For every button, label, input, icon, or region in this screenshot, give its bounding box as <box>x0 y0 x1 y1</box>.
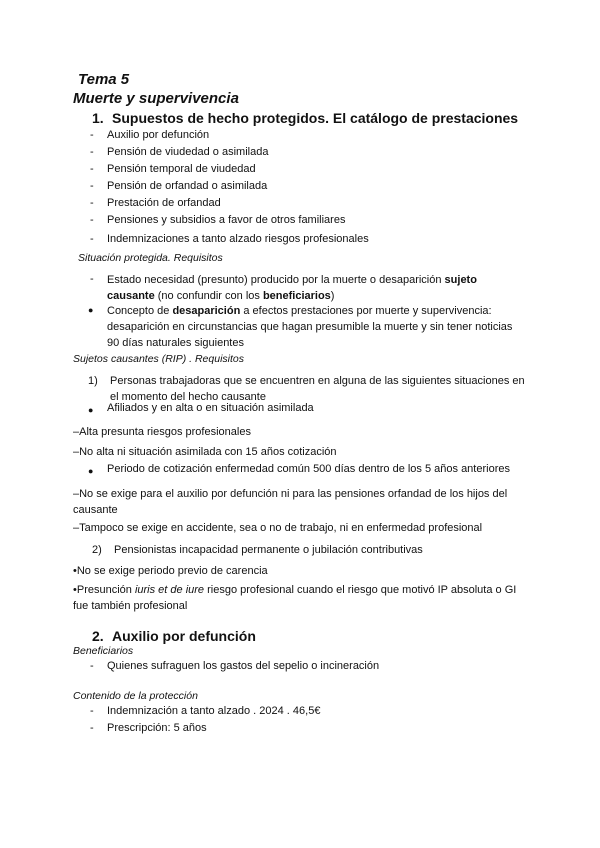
section1-number: 1. <box>92 110 104 126</box>
list-item: Pensión temporal de viudedad <box>107 163 256 175</box>
alta-presunta: –Alta presunta riesgos profesionales <box>73 426 251 438</box>
list-item: Prescripción: 5 años <box>107 722 207 734</box>
list-item: Auxilio por defunción <box>107 129 210 141</box>
no-se-exige: –No se exige para el auxilio por defunción ni para las pensiones orfandad de los hijos del causante <box>73 488 508 516</box>
tema-title: Tema 5 <box>78 71 130 88</box>
contenido-heading: Contenido de la protección <box>73 690 198 702</box>
no-alta: –No alta ni situación asimilada con 15 años cotización <box>73 446 337 458</box>
desaparicion-item: Concepto de desaparición a efectos prestaciones por muerte y supervivencia: desaparición en circunstancias que hagan presumible la muerte y sin tener noticias 90 días naturales siguientes <box>107 305 513 349</box>
presuncion-line: •Presunción iuris et de iure riesgo profesional cuando el riesgo que motivó IP absoluta o GI fue también profesional <box>73 584 517 612</box>
personas-trabajadoras: Personas trabajadoras que se encuentren en alguna de las siguientes situaciones en el momento del hecho causante <box>110 375 525 403</box>
list-item: Pensión de orfandad o asimilada <box>107 180 268 192</box>
list-item: Prestación de orfandad <box>107 197 221 209</box>
list-item: Pensión de viudedad o asimilada <box>107 146 269 158</box>
list-item: Indemnización a tanto alzado . 2024 . 46,5€ <box>107 705 321 717</box>
periodo-cotizacion: Periodo de cotización enfermedad común 500 días dentro de los 5 años anteriores <box>107 463 510 475</box>
section1-heading <box>92 110 518 126</box>
bullet-icon: ● <box>88 405 94 415</box>
list-item: Pensiones y subsidios a favor de otros familiares <box>107 214 346 226</box>
bullet-icon: ● <box>88 305 94 315</box>
estado-necesidad-item: Estado necesidad (presunto) producido por la muerte o desaparición sujeto causante (no confundir con los beneficiarios) <box>107 274 477 302</box>
situacion-heading: Situación protegida. Requisitos <box>78 252 223 264</box>
pensionistas: Pensionistas incapacidad permanente o jubilación contributivas <box>114 544 423 556</box>
tampoco-se-exige: –Tampoco se exige en accidente, sea o no de trabajo, ni en enfermedad profesional <box>73 522 483 534</box>
beneficiarios-item: Quienes sufraguen los gastos del sepelio o incineración <box>107 660 380 672</box>
section2-heading <box>92 628 256 644</box>
numbered-1: 1) <box>88 375 98 387</box>
beneficiarios-heading: Beneficiarios <box>73 645 134 657</box>
bullet-icon: ● <box>88 466 94 476</box>
section2-number: 2. <box>92 628 104 644</box>
carencia-line: •No se exige periodo previo de carencia <box>73 565 268 577</box>
document-subtitle: Muerte y supervivencia <box>73 90 239 107</box>
sujetos-heading: Sujetos causantes (RIP) . Requisitos <box>73 353 244 365</box>
afiliados-item: Afiliados y en alta o en situación asimilada <box>107 402 314 414</box>
section2-title: Auxilio por defunción <box>112 628 256 644</box>
list-item: Indemnizaciones a tanto alzado riesgos profesionales <box>107 233 369 245</box>
section1-title: Supuestos de hecho protegidos. El catálogo de prestaciones <box>112 110 519 126</box>
numbered-2: 2) <box>92 544 102 556</box>
